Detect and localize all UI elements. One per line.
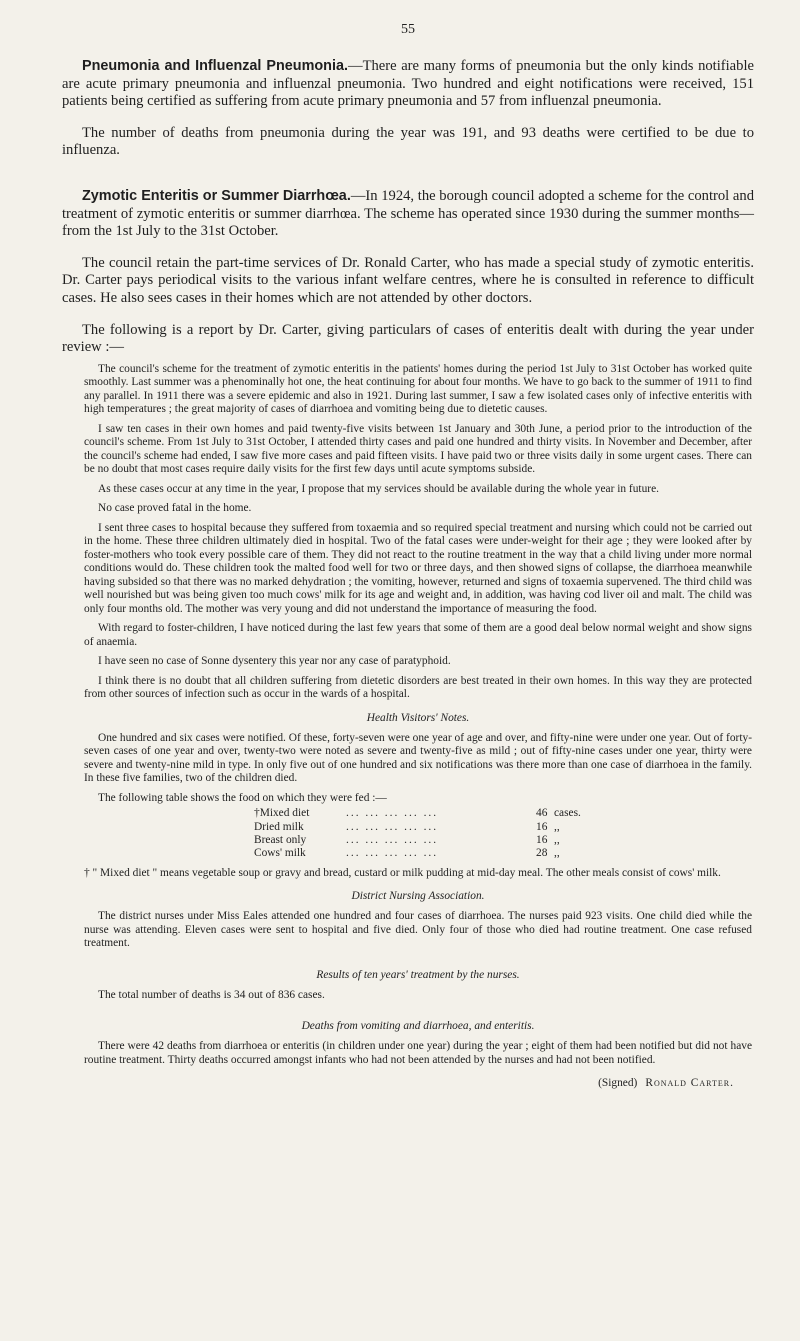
food-count: 16 xyxy=(536,834,548,846)
report-paragraph: As these cases occur at any time in the year, I propose that my services should be available during the whole year in future. xyxy=(98,482,659,495)
food-label: †Mixed diet xyxy=(254,807,310,820)
food-unit: ,, xyxy=(554,820,560,833)
zymotic-paragraph xyxy=(62,188,754,241)
report-paragraph: I sent three cases to hospital because they suffered from toxaemia and so required special treatment and nursing which could not be carried out in the home. These three children ultimately died in hospital. Two of the fatal cases were under-weight for their age ; they were looked after by foster-mothers who took every possible care of them. They did not react to the routine treatment in the way that a child living under more normal conditions would do. These children took the malted food well for two or three days, and then showed signs of collapse, the diarrhoea meanwhile having subsided so that there was no marked dehydration ; the vomiting, however, returned and signs of toxaemia supervened. The third child was well nourished but was being given too much cows' milk for its age and weight and, in addition, was having cod liver oil and malt. The child was only four months old. The mother was very young and did not understand the importance of measuring the food. xyxy=(84,521,752,615)
report-paragraph: I saw ten cases in their own homes and paid twenty-five visits between 1st January and 30th June, a period prior to the introduction of the council's scheme. From 1st July to 31st October, I attended thirty cases and paid one hundred and thirty visits. In November and December, after the council's scheme had ended, I saw five more cases and paid fifteen visits. I have paid two or three visits daily in some urgent cases. There can be no doubt that most cases require daily visits for the first few days until acute symptoms subside. xyxy=(84,422,752,476)
carter-report xyxy=(62,363,754,1090)
signature-line xyxy=(84,1077,752,1089)
report-paragraph: I think there is no doubt that all children suffering from dietetic disorders are best treated in their own homes. In this way they are protected from other sources of infection such as occur in the wards of a hospital. xyxy=(84,674,752,701)
pneumonia-paragraph xyxy=(62,58,754,111)
food-table-row xyxy=(84,821,752,834)
food-table xyxy=(84,807,752,861)
report-intro-paragraph: The following is a report by Dr. Carter, giving particulars of cases of enteritis dealt with during the year under review :— xyxy=(62,321,754,356)
food-table-intro: The following table shows the food on which they were fed :— xyxy=(98,791,387,804)
health-visitors-title: Health Visitors' Notes. xyxy=(366,711,470,724)
district-nursing-title: District Nursing Association. xyxy=(351,890,485,903)
carter-services-paragraph: The council retain the part-time services of Dr. Ronald Carter, who has made a special study of zymotic enteritis. Dr. Carter pays periodical visits to the various infant welfare centres, where he is consulted in reference to difficult cases. He also sees cases in their homes which are not attended by other doctors. xyxy=(62,254,754,306)
food-unit: ,, xyxy=(554,847,560,860)
health-visitors-paragraph: One hundred and six cases were notified. Of these, forty-seven were one year of age and over, and fifty-nine were under one year. Out of forty-seven cases of one year and over, twenty-two were noted as severe and twenty-five as mild ; out of fifty-nine cases under one year, thirty were severe and twenty-nine mild in type. In only five out of one hundred and six notifications was there more than one case of diarrhoea in the family. In these five families, two of the children died. xyxy=(84,731,752,785)
food-label: Cows' milk xyxy=(254,847,306,860)
report-paragraph: With regard to foster-children, I have noticed during the last few years that some of them are a good deal below normal weight and show signs of anaemia. xyxy=(84,622,752,648)
pneumonia-text: —There are many forms of pneumonia but the only kinds notifiable are acute primary pneumonia and influenzal pneumonia. Two hundred and eight notifications were received, 151 patients being certified as suffering from acute primary pneumonia and 57 from influenzal pneumonia. xyxy=(62,58,754,110)
food-table-row xyxy=(84,847,752,860)
zymotic-text: —In 1924, the borough council adopted a scheme for the control and treatment of zymotic enteritis or summer diarrhœa. The scheme has operated since 1930 during the summer months—from the 1st July to the 31st October. xyxy=(62,187,754,240)
report-paragraph: I have seen no case of Sonne dysentery this year nor any case of paratyphoid. xyxy=(98,655,451,668)
signatory-name: Ronald Carter. xyxy=(645,1077,734,1090)
food-table-row xyxy=(84,807,752,820)
deaths-title: Deaths from vomiting and diarrhoea, and enteritis. xyxy=(301,1020,535,1033)
food-label: Dried milk xyxy=(254,820,304,833)
results-paragraph: The total number of deaths is 34 out of 836 cases. xyxy=(98,988,325,1001)
signed-label: (Signed) xyxy=(598,1077,638,1090)
report-paragraph: The council's scheme for the treatment of zymotic enteritis in the patients' homes during the period 1st July to 31st October has worked quite smoothly. Last summer was a phenominally hot one, the heat continuing for about four months. We have to go back to the summer of 1911 to find any parallel. In 1911 there was a severe epidemic and also in 1921. During last summer, I saw a few isolated cases only of infective enteritis with high temperatures ; the great majority of cases of diarrhoea and vomiting being due to dietetic causes. xyxy=(84,362,752,416)
food-unit: cases. xyxy=(554,807,581,820)
leader-dots: ... ... ... ... ... xyxy=(346,847,439,860)
report-paragraph: No case proved fatal in the home. xyxy=(98,502,252,515)
pneumonia-heading: Pneumonia and Influenzal Pneumonia. xyxy=(82,58,348,74)
page-number: 55 xyxy=(401,22,415,37)
pneumonia-deaths-paragraph: The number of deaths from pneumonia during the year was 191, and 93 deaths were certified to be due to influenza. xyxy=(62,124,754,159)
zymotic-heading: Zymotic Enteritis or Summer Diarrhœa. xyxy=(82,187,351,204)
food-label: Breast only xyxy=(254,834,307,846)
food-count: 46 xyxy=(536,807,548,820)
food-count: 16 xyxy=(536,820,548,833)
mixed-diet-footnote: † " Mixed diet " means vegetable soup or gravy and bread, custard or milk pudding at mid-day meal. The other meals consist of cows' milk. xyxy=(84,866,721,879)
leader-dots: ... ... ... ... ... xyxy=(346,807,439,820)
results-title: Results of ten years' treatment by the nurses. xyxy=(316,968,520,981)
food-count: 28 xyxy=(536,847,548,860)
district-nursing-paragraph: The district nurses under Miss Eales attended one hundred and four cases of diarrhoea. The nurses paid 923 visits. One child died while the nurse was attending. Eleven cases were sent to hospital and five died. Only four of those who died had routine treatment. One case refused treatment. xyxy=(84,910,752,950)
leader-dots: ... ... ... ... ... xyxy=(346,834,439,846)
leader-dots: ... ... ... ... ... xyxy=(346,820,439,833)
food-unit: ,, xyxy=(554,834,560,846)
deaths-paragraph: There were 42 deaths from diarrhoea or enteritis (in children under one year) during the year ; eight of them had been notified but did not have routine treatment. Thirty deaths occurred amongst infants who had not been attended by the nurses and had not been notified. xyxy=(84,1040,752,1066)
food-table-row xyxy=(84,834,752,847)
